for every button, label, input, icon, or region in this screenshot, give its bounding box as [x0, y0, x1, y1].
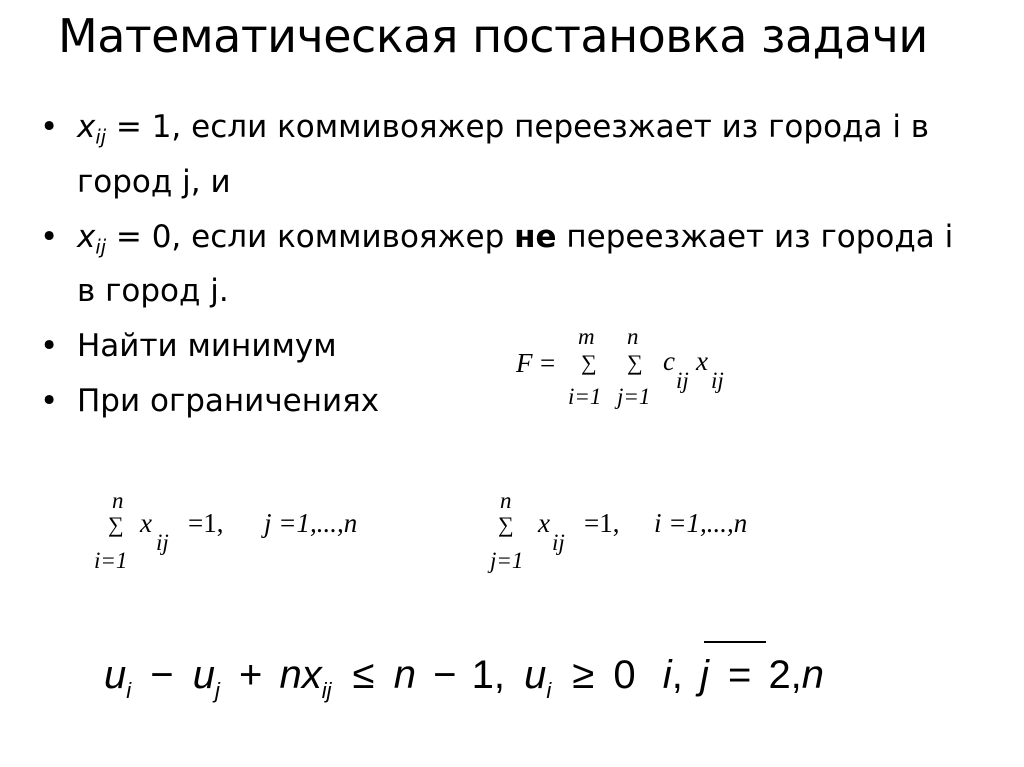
objective-equals: =	[540, 348, 556, 378]
objective-F: F	[516, 348, 533, 378]
bullet-text-continued: переезжает из города i в город j.	[77, 218, 954, 310]
subscript: ij	[95, 235, 107, 259]
objective-x: x	[696, 346, 708, 376]
sum2-top: n	[627, 324, 639, 349]
constraint2-x-sub: ij	[552, 530, 565, 555]
bullet-item	[40, 105, 980, 204]
bullet-list	[40, 105, 980, 434]
bullet-dot: •	[40, 328, 59, 365]
constraint-1-formula	[92, 486, 422, 576]
constraint2-sum-top: n	[500, 488, 512, 513]
subscript: ij	[95, 125, 107, 149]
sum2-bottom: j=1	[617, 384, 651, 409]
sum1-top: m	[578, 324, 595, 349]
bullet-dot: •	[40, 383, 59, 420]
bullet-dot: •	[40, 218, 59, 255]
bullet-dot: •	[40, 109, 59, 145]
constraint2-sum-bottom: j=1	[490, 548, 524, 573]
constraint1-sigma-icon: ∑	[108, 512, 124, 537]
constraint1-rhs: =1,	[188, 508, 224, 538]
constraint2-range: i =1,...,n	[654, 508, 748, 538]
bullet-text: = 1, если коммивояжер переезжает из города i в город j, и	[77, 109, 930, 200]
constraint-2-formula	[488, 486, 808, 576]
objective-x-sub: ij	[711, 368, 724, 393]
subtour-formula	[98, 630, 825, 720]
bullet-item	[40, 215, 980, 314]
bullet-text: Найти минимум	[77, 328, 337, 365]
bullet-text: = 0, если коммивояжер	[106, 218, 515, 255]
constraint2-x: x	[538, 508, 550, 538]
sum1-bottom: i=1	[568, 384, 602, 409]
constraint1-sum-bottom: i=1	[94, 548, 128, 573]
constraint1-sum-top: n	[112, 488, 124, 513]
bold-negation: не	[514, 218, 557, 255]
constraint1-range: j =1,...,n	[264, 508, 358, 538]
objective-c: c	[663, 346, 675, 376]
constraint1-x-sub: ij	[156, 530, 169, 555]
constraint1-x: x	[140, 508, 152, 538]
objective-formula	[514, 324, 754, 414]
constraint2-rhs: =1,	[584, 508, 620, 538]
variable-x: x	[77, 218, 96, 255]
subtour-text: $u_i$ − $u_j$ + $nx_{ij}$ ≤ n − 1, $u_i$ ≥ 0 i, j = 2,n	[104, 653, 825, 703]
constraint2-sigma-icon: ∑	[498, 512, 514, 537]
objective-c-sub: ij	[676, 368, 689, 393]
slide-title: Математическая постановка задачи	[58, 9, 928, 63]
bullet-item	[40, 379, 980, 423]
bullet-item	[40, 324, 980, 368]
bullet-text: При ограничениях	[77, 383, 380, 420]
variable-x: x	[77, 109, 96, 145]
sum2-sigma-icon: ∑	[627, 350, 643, 375]
sum1-sigma-icon: ∑	[581, 350, 597, 375]
